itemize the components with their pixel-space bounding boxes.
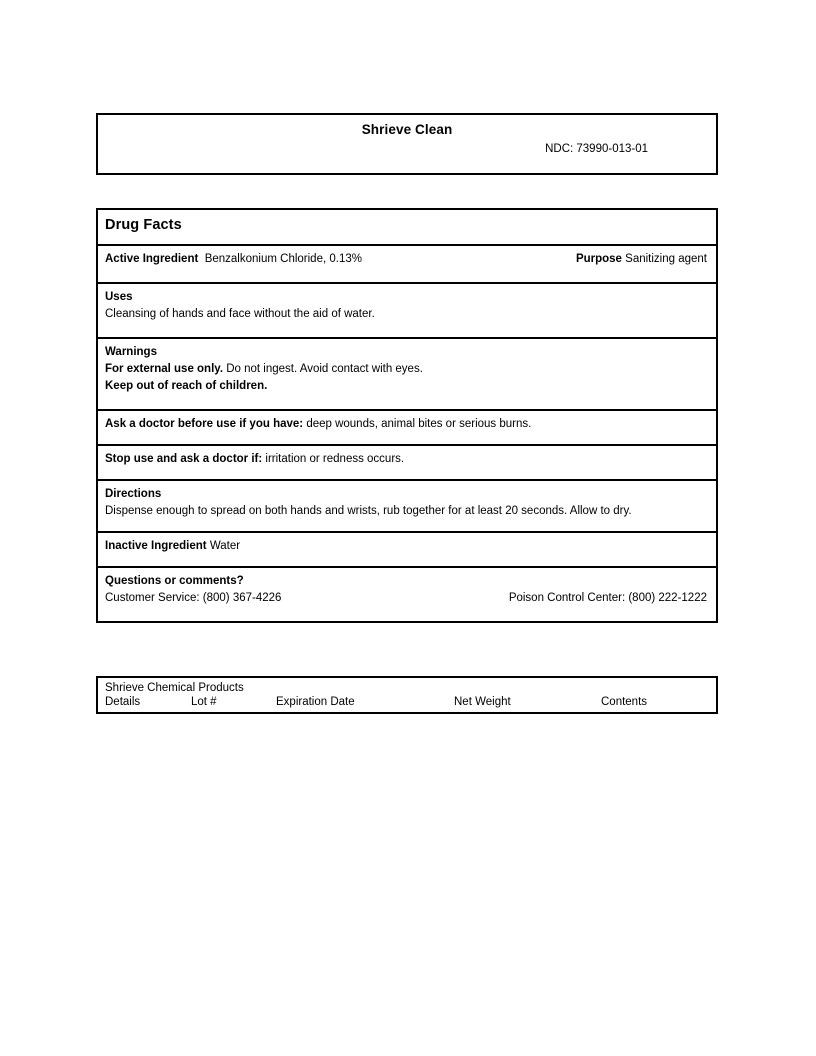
warnings-section xyxy=(98,337,716,409)
uses-text: Cleansing of hands and face without the aid of water. xyxy=(105,308,375,320)
purpose-label: Purpose xyxy=(575,253,622,265)
footer-column-contents: Contents xyxy=(601,696,648,708)
ask-doctor-label: Ask a doctor before use if you have: xyxy=(105,418,304,430)
company-name: Shrieve Chemical Products xyxy=(105,682,244,694)
inactive-ingredient-label: Inactive Ingredient xyxy=(105,540,207,552)
warnings-line-1-rest: Do not ingest. Avoid contact with eyes. xyxy=(226,363,423,375)
directions-text: Dispense enough to spread on both hands and wrists, rub together for at least 20 seconds. Allow to dry. xyxy=(105,505,632,517)
questions-heading: Questions or comments? xyxy=(105,575,244,587)
inactive-ingredient-value: Water xyxy=(209,540,241,552)
directions-section xyxy=(98,479,716,531)
footer-column-headers xyxy=(105,696,716,712)
warnings-line-1-bold: For external use only. xyxy=(105,363,224,375)
stop-use-value: irritation or redness occurs. xyxy=(265,453,405,465)
product-details-footer xyxy=(96,676,718,714)
uses-section xyxy=(98,282,716,337)
warnings-heading: Warnings xyxy=(105,346,157,358)
stop-use-line xyxy=(105,451,708,468)
ndc-code: NDC: 73990-013-01 xyxy=(545,143,648,155)
footer-column-expiration-date: Expiration Date xyxy=(276,696,355,708)
customer-service-phone: Customer Service: (800) 367-4226 xyxy=(105,592,282,604)
ask-doctor-value: deep wounds, animal bites or serious burns. xyxy=(306,418,532,430)
uses-heading: Uses xyxy=(105,291,133,303)
inactive-ingredient-section xyxy=(98,531,716,566)
purpose-value: Sanitizing agent xyxy=(625,253,707,265)
warnings-line-1 xyxy=(105,361,708,378)
footer-column-net-weight: Net Weight xyxy=(454,696,511,708)
footer-column-lot: Lot # xyxy=(191,696,217,708)
drug-facts-title: Drug Facts xyxy=(105,217,182,233)
questions-section xyxy=(98,566,716,621)
product-title-box xyxy=(96,113,718,175)
product-name: Shrieve Clean xyxy=(361,122,453,137)
directions-heading: Directions xyxy=(105,488,162,500)
stop-use-label: Stop use and ask a doctor if: xyxy=(105,453,263,465)
stop-use-section xyxy=(98,444,716,479)
ask-doctor-line xyxy=(105,416,708,433)
active-ingredient-value: Benzalkonium Chloride, 0.13% xyxy=(204,253,362,265)
active-ingredient-label: Active Ingredient xyxy=(105,253,199,265)
active-ingredient-left xyxy=(105,251,362,268)
warnings-line-2: Keep out of reach of children. xyxy=(105,380,268,392)
drug-facts-panel xyxy=(96,208,718,623)
purpose-right xyxy=(576,251,708,268)
ask-doctor-section xyxy=(98,409,716,444)
inactive-ingredient-line xyxy=(105,538,708,555)
active-ingredient-section xyxy=(98,244,716,282)
poison-control-phone: Poison Control Center: (800) 222-1222 xyxy=(508,592,707,604)
footer-column-details: Details xyxy=(105,696,141,708)
